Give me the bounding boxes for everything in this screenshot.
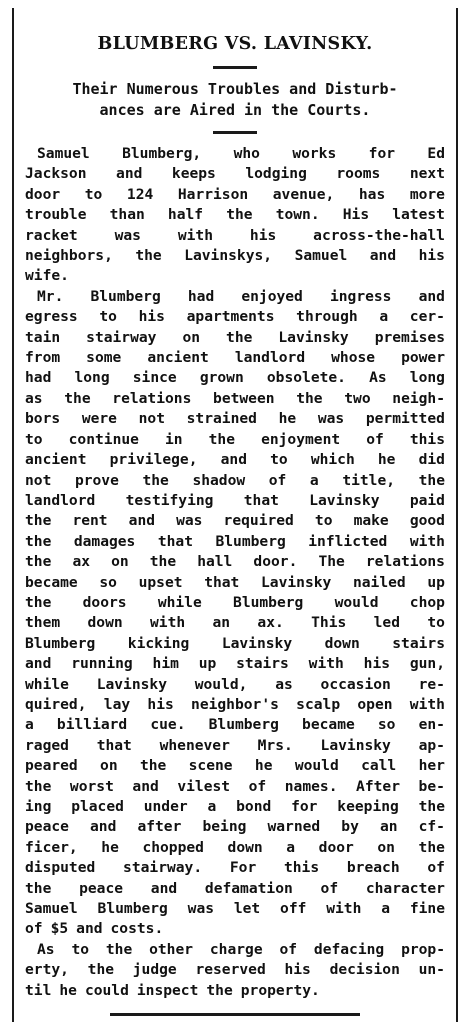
article-line: while Lavinsky would, as occasion re- — [25, 675, 445, 693]
newspaper-column — [12, 8, 458, 1022]
article-line: from some ancient landlord whose power — [25, 349, 445, 367]
article-line: to continue in the enjoyment of this — [25, 430, 445, 448]
subhead-line: ances are Aired in the Courts. — [99, 101, 371, 119]
article-line: ficer, he chopped down a door on the — [25, 838, 445, 856]
article-line: became so upset that Lavinsky nailed up — [25, 573, 445, 591]
article-line: a billiard cue. Blumberg became so en- — [25, 716, 445, 734]
headline-divider — [213, 66, 257, 69]
article-end-rule — [110, 1013, 360, 1016]
subhead-line: Their Numerous Troubles and Disturb- — [72, 80, 398, 98]
article-line: egress to his apartments through a cer- — [25, 308, 445, 326]
article-line: disputed stairway. For this breach of — [25, 859, 445, 877]
article-line: door to 124 Harrison avenue, has more — [25, 185, 445, 203]
article-line: ancient privilege, and to which he did — [25, 451, 445, 469]
article-line: the damages that Blumberg inflicted with — [25, 532, 445, 550]
article-line: had long since grown obsolete. As long — [25, 369, 445, 387]
article-paragraph — [25, 287, 445, 940]
article-line: Mr. Blumberg had enjoyed ingress and — [37, 287, 445, 305]
article-line: of $5 and costs. — [25, 920, 164, 938]
article-line: racket was with his across-the-hall — [25, 226, 445, 244]
article-line: the ax on the hall door. The relations — [25, 553, 445, 571]
article-line: tain stairway on the Lavinsky premises — [25, 328, 445, 346]
article-line: and running him up stairs with his gun, — [25, 655, 445, 673]
article-line: raged that whenever Mrs. Lavinsky ap- — [25, 736, 445, 754]
article-line: the rent and was required to make good — [25, 512, 445, 530]
article-subheadline — [25, 79, 445, 121]
article-line: landlord testifying that Lavinsky paid — [25, 491, 445, 509]
article-line: the doors while Blumberg would chop — [25, 593, 445, 611]
article-line: the worst and vilest of names. After be- — [25, 777, 445, 795]
article-line: bors were not strained he was permitted — [25, 410, 445, 428]
article-line: peared on the scene he would call her — [25, 757, 445, 775]
article-headline: BLUMBERG VS. LAVINSKY. — [97, 34, 373, 54]
article-line: Samuel Blumberg, who works for Ed — [37, 145, 445, 162]
article-line: Samuel Blumberg was let off with a fine — [25, 900, 445, 918]
article-line: erty, the judge reserved his decision un- — [25, 961, 445, 979]
article-line: as the relations between the two neigh- — [25, 389, 445, 407]
article-line: Blumberg kicking Lavinsky down stairs — [25, 634, 445, 652]
article-line: Jackson and keeps lodging rooms next — [25, 165, 445, 183]
article-line: peace and after being warned by an cf- — [25, 818, 445, 836]
article-line: neighbors, the Lavinskys, Samuel and his — [25, 247, 445, 265]
article-line: them down with an ax. This led to — [25, 614, 445, 632]
article-paragraph — [25, 144, 445, 287]
article-line: wife. — [25, 267, 69, 285]
article-line: quired, lay his neighbor's scalp open with — [25, 695, 445, 713]
article-line: not prove the shadow of a title, the — [25, 471, 445, 489]
article-line: til he could inspect the property. — [25, 981, 320, 999]
subhead-divider — [213, 131, 257, 134]
article-line: ing placed under a bond for keeping the — [25, 798, 445, 815]
article-body — [25, 144, 445, 1001]
article-paragraph — [25, 940, 445, 1001]
article-line: trouble than half the town. His latest — [25, 206, 445, 224]
article-line: the peace and defamation of character — [25, 879, 445, 897]
article-line: As to the other charge of defacing prop- — [37, 940, 445, 958]
